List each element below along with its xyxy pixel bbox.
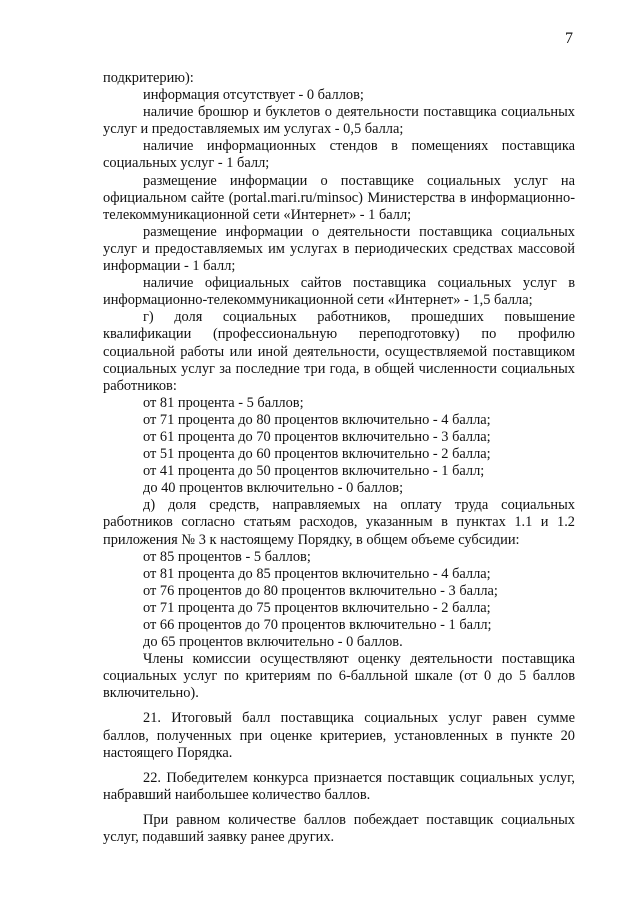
paragraph: размещение информации о поставщике социальных услуг на официальном сайте (portal.mari.ru/minsoc) Министерства в информационно-телекоммуникационной сети «Интернет» - 1 балл;: [103, 172, 575, 223]
paragraph: д) доля средств, направляемых на оплату труда социальных работников согласно статьям расходов, указанным в пунктах 1.1 и 1.2 приложения № 3 к настоящему Порядку, в общем объеме субсидии:: [103, 497, 575, 548]
paragraph: При равном количестве баллов побеждает поставщик социальных услуг, подавший заявку ранее других.: [103, 811, 575, 846]
paragraph: от 41 процента до 50 процентов включительно - 1 балл;: [143, 463, 485, 480]
paragraph: наличие информационных стендов в помещениях поставщика социальных услуг - 1 балл;: [103, 138, 575, 172]
paragraph: размещение информации о деятельности поставщика социальных услуг и предоставляемых им услугах в периодических средствах массовой информации - 1 балл;: [103, 223, 575, 275]
paragraph: информация отсутствует - 0 баллов;: [143, 87, 364, 104]
document-body: [103, 70, 575, 846]
paragraph: от 71 процента до 80 процентов включительно - 4 балла;: [143, 411, 491, 428]
paragraph: до 65 процентов включительно - 0 баллов.: [143, 634, 403, 651]
paragraph: наличие брошюр и буклетов о деятельности поставщика социальных услуг и предоставляемых им услугах - 0,5 балла;: [103, 104, 575, 138]
paragraph: от 76 процентов до 80 процентов включительно - 3 балла;: [143, 582, 498, 599]
paragraph: 22. Победителем конкурса признается поставщик социальных услуг, набравший наибольшее количество баллов.: [103, 769, 575, 803]
paragraph: от 51 процента до 60 процентов включительно - 2 балла;: [143, 446, 491, 463]
paragraph: наличие официальных сайтов поставщика социальных услуг в информационно-телекоммуникационной сети «Интернет» - 1,5 балла;: [103, 275, 575, 309]
paragraph: Члены комиссии осуществляют оценку деятельности поставщика социальных услуг по критериям по 6-балльной шкале (от 0 до 5 баллов включительно).: [103, 651, 575, 702]
paragraph: подкритерию):: [103, 70, 194, 86]
paragraph: 21. Итоговый балл поставщика социальных услуг равен сумме баллов, полученных при оценке критериев, установленных в пункте 20 настоящего Порядка.: [103, 710, 575, 761]
paragraph: от 81 процента до 85 процентов включительно - 4 балла;: [143, 565, 491, 582]
paragraph: от 71 процента до 75 процентов включительно - 2 балла;: [143, 599, 491, 616]
page-number: 7: [565, 30, 573, 47]
paragraph: от 85 процентов - 5 баллов;: [143, 548, 311, 565]
paragraph: г) доля социальных работников, прошедших повышение квалификации (профессиональную переподготовку) по профилю социальной работы или иной деятельности, осуществляемой поставщиком социальных услуг за последние три года, в общей численности социальных работников:: [103, 309, 575, 394]
paragraph: до 40 процентов включительно - 0 баллов;: [143, 480, 404, 497]
paragraph: от 66 процентов до 70 процентов включительно - 1 балл;: [143, 617, 492, 633]
paragraph: от 61 процента до 70 процентов включительно - 3 балла;: [143, 428, 491, 445]
paragraph: от 81 процента - 5 баллов;: [143, 394, 304, 411]
